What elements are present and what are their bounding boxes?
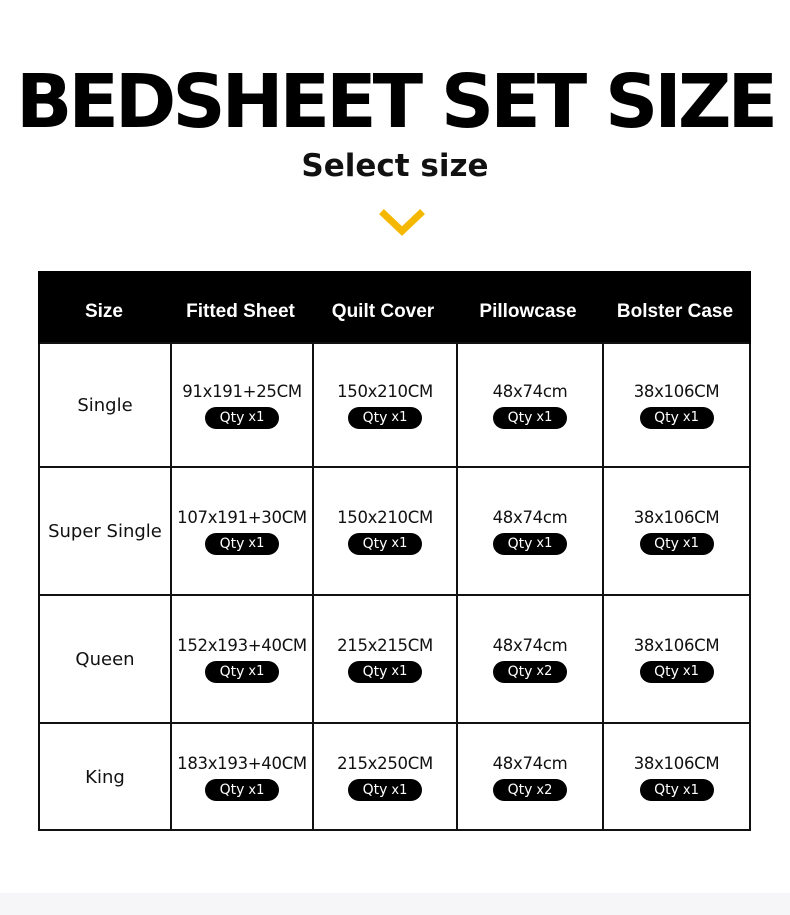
dimension-text: 107x191+30CM <box>177 507 307 527</box>
fitted-sheet-cell <box>170 344 312 466</box>
qty-label: Qty <box>654 663 679 680</box>
qty-value: x1 <box>536 536 553 551</box>
quilt-cover-cell <box>312 344 456 466</box>
bottom-band <box>0 893 790 915</box>
table-row <box>40 466 749 594</box>
pillowcase-cell <box>456 344 602 466</box>
dimension-text: 91x191+25CM <box>182 381 302 401</box>
quilt-cover-cell <box>312 468 456 594</box>
size-label: King <box>85 767 125 788</box>
page-title: BEDSHEET SET SIZE <box>15 59 775 145</box>
qty-value: x1 <box>682 782 699 798</box>
size-cell <box>40 468 170 594</box>
header-fitted-sheet: Fitted Sheet <box>186 300 295 322</box>
qty-value: x1 <box>391 782 408 798</box>
qty-label: Qty <box>362 782 388 798</box>
qty-label: Qty <box>362 535 388 552</box>
header-quilt-cover: Quilt Cover <box>331 300 435 322</box>
table-row <box>40 594 749 722</box>
qty-value: x1 <box>248 410 265 425</box>
dimension-text: 215x215CM <box>337 635 433 655</box>
qty-label: Qty <box>507 782 533 798</box>
qty-value: x1 <box>682 664 699 679</box>
dimension-text: 38x106CM <box>633 754 720 773</box>
qty-label: Qty <box>507 535 533 552</box>
size-table <box>38 271 751 831</box>
dimension-text: 152x193+40CM <box>177 635 307 655</box>
dimension-text: 38x106CM <box>633 507 720 527</box>
qty-badge <box>493 533 567 555</box>
qty-label: Qty <box>362 409 388 426</box>
dimension-text: 48x74cm <box>492 381 568 401</box>
bolster-case-cell <box>602 344 749 466</box>
qty-value: x1 <box>391 664 408 679</box>
dimension-text: 150x210CM <box>337 507 433 527</box>
dimension-text: 38x106CM <box>633 381 720 401</box>
qty-label: Qty <box>654 535 679 552</box>
dimension-text: 38x106CM <box>633 635 720 655</box>
header-pillowcase: Pillowcase <box>479 300 577 322</box>
qty-badge <box>348 661 422 683</box>
qty-value: x1 <box>248 536 265 551</box>
qty-value: x1 <box>391 536 408 551</box>
pillowcase-cell <box>456 724 602 831</box>
qty-value: x1 <box>248 664 265 679</box>
size-label: Super Single <box>48 520 162 542</box>
header-size: Size <box>84 300 124 322</box>
bolster-case-cell <box>602 468 749 594</box>
qty-label: Qty <box>219 409 245 426</box>
header-bolster-case: Bolster Case <box>616 300 734 322</box>
qty-badge <box>205 779 279 801</box>
qty-badge <box>640 407 714 429</box>
dimension-text: 183x193+40CM <box>177 754 307 773</box>
size-label: Queen <box>75 648 135 670</box>
qty-badge <box>493 661 567 683</box>
table-header <box>38 271 751 344</box>
table-row <box>40 342 749 466</box>
dimension-text: 48x74cm <box>492 635 568 655</box>
qty-badge <box>205 407 279 429</box>
pillowcase-cell <box>456 468 602 594</box>
page-subtitle: Select size <box>301 148 489 184</box>
qty-value: x1 <box>391 410 408 425</box>
qty-value: x2 <box>536 782 553 798</box>
qty-label: Qty <box>654 782 679 798</box>
qty-label: Qty <box>219 782 245 798</box>
dimension-text: 150x210CM <box>337 381 433 401</box>
qty-badge <box>493 779 567 801</box>
chevron-down-icon <box>379 208 425 238</box>
size-cell <box>40 596 170 722</box>
fitted-sheet-cell <box>170 596 312 722</box>
size-label: Single <box>77 394 133 416</box>
bolster-case-cell <box>602 596 749 722</box>
qty-badge <box>640 779 714 801</box>
bolster-case-cell <box>602 724 749 831</box>
qty-badge <box>493 407 567 429</box>
quilt-cover-cell <box>312 596 456 722</box>
qty-value: x1 <box>682 536 699 551</box>
dimension-text: 48x74cm <box>492 754 568 773</box>
qty-label: Qty <box>507 663 533 680</box>
qty-value: x1 <box>248 782 265 798</box>
qty-badge <box>348 533 422 555</box>
qty-badge <box>640 533 714 555</box>
qty-badge <box>205 533 279 555</box>
qty-label: Qty <box>362 663 388 680</box>
fitted-sheet-cell <box>170 724 312 831</box>
fitted-sheet-cell <box>170 468 312 594</box>
qty-label: Qty <box>219 663 245 680</box>
quilt-cover-cell <box>312 724 456 831</box>
qty-badge <box>348 407 422 429</box>
qty-badge <box>205 661 279 683</box>
dimension-text: 215x250CM <box>337 754 433 773</box>
qty-label: Qty <box>219 535 245 552</box>
size-cell <box>40 724 170 831</box>
qty-value: x2 <box>536 664 553 679</box>
table-row <box>40 722 749 831</box>
qty-badge <box>640 661 714 683</box>
size-cell <box>40 344 170 466</box>
qty-value: x1 <box>536 410 553 425</box>
dimension-text: 48x74cm <box>492 507 568 527</box>
qty-badge <box>348 779 422 801</box>
qty-label: Qty <box>507 409 533 426</box>
qty-value: x1 <box>682 410 699 425</box>
qty-label: Qty <box>654 409 679 426</box>
pillowcase-cell <box>456 596 602 722</box>
